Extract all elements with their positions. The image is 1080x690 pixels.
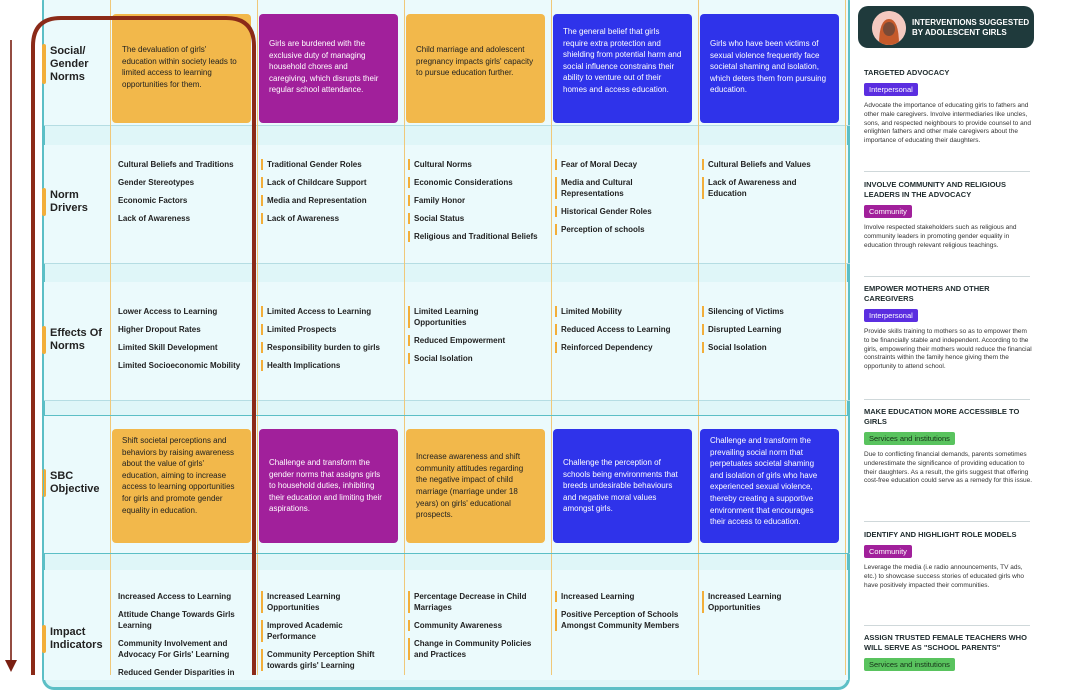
column-guide [551, 0, 552, 675]
list-item: Increased Learning Opportunities [702, 591, 812, 613]
intervention-accessible-education [864, 407, 1032, 486]
row-label-line: Impact [50, 626, 86, 638]
list-item: Lack of Awareness and Education [702, 177, 812, 199]
row-label-line: Effects Of [50, 327, 102, 339]
panel-divider [864, 171, 1030, 172]
list-item: Media and Representation [261, 195, 399, 206]
intervention-empower-mothers [864, 284, 1032, 372]
list-item: Lack of Awareness [261, 213, 399, 224]
panel-title: INTERVENTIONS SUGGESTED BY ADOLESCENT GIRLS [912, 18, 1030, 37]
list-item: Community Perception Shift towards girls' Learning [261, 649, 391, 671]
list-item: Community Involvement and Advocacy For Girls' Learning [118, 639, 230, 659]
intervention-targeted-advocacy [864, 68, 1032, 146]
objective-card-col3 [406, 429, 545, 543]
drivers-list-col3 [408, 159, 548, 249]
list-item: Fear of Moral Decay [555, 159, 683, 170]
effects-list-col2 [261, 306, 399, 378]
list-item: Social Isolation [408, 353, 508, 364]
objective-text: Challenge and transform the prevailing social norm that perpetuates societal shaming and isolation of girls who have experienced sexual violence, thereby creating a supportive environment that encourages their access to education. [710, 436, 818, 527]
intervention-female-teachers [864, 633, 1032, 677]
norm-card-household-chores [259, 14, 398, 123]
list-item: Health Implications [261, 360, 399, 371]
list-item: Media and Cultural Representations [555, 177, 683, 199]
objective-card-col4 [553, 429, 692, 543]
panel-divider [864, 399, 1030, 400]
interventions-panel [854, 0, 1080, 675]
row-label-line: Objective [50, 483, 100, 495]
list-item: Silencing of Victims [702, 306, 840, 317]
column-highlight-outline [33, 18, 254, 675]
intervention-role-models [864, 530, 1032, 590]
objective-text: Challenge the perception of schools being environments that breeds undesirable behaviours and negative moral values amongst girls. [563, 458, 678, 514]
avatar-graphic [872, 11, 906, 45]
list-item: Limited Mobility [555, 306, 693, 317]
indicators-list-col2 [261, 591, 391, 678]
drivers-list-col2 [261, 159, 399, 231]
panel-divider [864, 521, 1030, 522]
objective-card-col2 [259, 429, 398, 543]
list-item: Limited Prospects [261, 324, 399, 335]
norm-card-child-marriage [406, 14, 545, 123]
indicators-list-col4 [555, 591, 693, 638]
panel-header [858, 6, 1034, 48]
list-item: Religious and Traditional Beliefs [408, 231, 548, 242]
list-item: Disrupted Learning [702, 324, 840, 335]
level-tag: Community [864, 205, 912, 218]
list-item: Positive Perception of Schools Amongst Community Members [555, 609, 693, 631]
intervention-title: IDENTIFY AND HIGHLIGHT ROLE MODELS [864, 530, 1017, 539]
list-item: Improved Academic Performance [261, 620, 391, 642]
row-label-line: Norms [50, 340, 85, 352]
list-item: Lower Access to Learning [118, 307, 218, 316]
effects-list-col4 [555, 306, 693, 360]
intervention-title: ASSIGN TRUSTED FEMALE TEACHERS WHO WILL SERVE AS "SCHOOL PARENTS" [864, 633, 1027, 652]
row-label-line: Indicators [50, 639, 103, 651]
indicators-list-col5 [702, 591, 812, 620]
column-guide [845, 0, 846, 675]
drivers-list-col5 [702, 159, 812, 206]
list-item: Cultural Beliefs and Traditions [118, 160, 234, 169]
row-label-line: Social/ [50, 44, 86, 57]
intervention-desc: Advocate the importance of educating girls to fathers and other male caregivers. Involve intermediaries like uncles, sons, and respected neighbours to provide counsel to and enlighten fathers and other male caregivers about the importance of educating their daughters. [864, 102, 1031, 145]
level-tag: Services and institutions [864, 432, 955, 445]
intervention-desc: Due to conflicting financial demands, parents sometimes underestimate the significance of providing education to their daughters. As a result, the girls suggest that offering cost-free education could serve as a remedy for this issue. [864, 451, 1032, 485]
panel-divider [864, 276, 1030, 277]
norm-text: Girls who have been victims of sexual violence frequently face societal shaming and isolation, which deters them from pursuing education. [710, 39, 827, 95]
list-item: Increased Access to Learning [118, 592, 232, 601]
list-item: Reduced Access to Learning [555, 324, 693, 335]
level-tag: Community [864, 545, 912, 558]
list-item: Reduced Empowerment [408, 335, 508, 346]
norm-text: Girls are burdened with the exclusive duty of managing household chores and caregiving, which disrupts their regular school attendance. [269, 39, 379, 95]
list-item: Perception of schools [555, 224, 683, 235]
list-item: Responsibility burden to girls [261, 342, 399, 353]
row-label-line: Norms [50, 70, 85, 83]
list-item: Lack of Childcare Support [261, 177, 399, 188]
intervention-title: EMPOWER MOTHERS AND OTHER CAREGIVERS [864, 284, 990, 303]
list-item: Reinforced Dependency [555, 342, 693, 353]
side-arrow-head [5, 660, 17, 672]
list-item: Increased Learning [555, 591, 693, 602]
list-item: Lack of Awareness [118, 214, 191, 223]
row-label-line: SBC [50, 470, 74, 482]
column-guide [404, 0, 405, 675]
level-tag: Services and institutions [864, 658, 955, 671]
row-label-line: Gender [50, 57, 89, 70]
list-item: Economic Considerations [408, 177, 548, 188]
effects-list-col3 [408, 306, 508, 371]
objective-text: Challenge and transform the gender norms that assigns girls to household duties, inhibiting their education and limiting their aspirations. [269, 458, 382, 514]
list-item: Social Status [408, 213, 548, 224]
list-item: Historical Gender Roles [555, 206, 683, 217]
list-item: Economic Factors [118, 196, 188, 205]
intervention-desc: Provide skills training to mothers so as to empower them to be financially stable and independent. According to the girls, empowering their mothers would reduce the financial constraints within the family hence giving them the opportunity to attend school. [864, 328, 1032, 371]
list-item: Higher Dropout Rates [118, 325, 201, 334]
effects-list-col5 [702, 306, 840, 360]
list-item: Limited Skill Development [118, 343, 218, 352]
list-item: Limited Access to Learning [261, 306, 399, 317]
column-guide [698, 0, 699, 675]
norm-text: The general belief that girls require extra protection and shielding from potential harm and social influence constrains their ability to venture out of their homes and access education. [563, 27, 682, 94]
norm-card-protection [553, 14, 692, 123]
intervention-desc: Involve respected stakeholders such as religious and community leaders in promoting gender equality in education through relevant religious teachings. [864, 224, 1017, 249]
row-label-line: Norm [50, 189, 79, 201]
list-item: Attitude Change Towards Girls Learning [118, 610, 235, 630]
list-item: Cultural Norms [408, 159, 548, 170]
list-item: Percentage Decrease in Child Marriages [408, 591, 544, 613]
indicators-list-col3 [408, 591, 544, 667]
panel-divider [864, 625, 1030, 626]
list-item: Family Honor [408, 195, 548, 206]
flow-arrow [0, 0, 270, 675]
list-item: Cultural Beliefs and Values [702, 159, 812, 170]
intervention-title: INVOLVE COMMUNITY AND RELIGIOUS LEADERS IN THE ADVOCACY [864, 180, 1006, 199]
objective-card-col5 [700, 429, 839, 543]
level-tag: Interpersonal [864, 309, 918, 322]
drivers-list-col4 [555, 159, 683, 242]
list-item: Social Isolation [702, 342, 840, 353]
list-item: Increased Learning Opportunities [261, 591, 391, 613]
girl-avatar-icon [872, 11, 906, 45]
list-item: Reduced Gender Disparities in [118, 668, 235, 677]
list-item: Traditional Gender Roles [261, 159, 399, 170]
list-item: Gender Stereotypes [118, 178, 195, 187]
intervention-title: MAKE EDUCATION MORE ACCESSIBLE TO GIRLS [864, 407, 1020, 426]
list-item: Community Awareness [408, 620, 544, 631]
list-item: Limited Learning Opportunities [408, 306, 508, 328]
level-tag: Interpersonal [864, 83, 918, 96]
norm-text: Child marriage and adolescent pregnancy impacts girls' capacity to pursue education further. [416, 45, 534, 78]
norm-card-sexual-violence [700, 14, 839, 123]
list-item: Change in Community Policies and Practices [408, 638, 544, 660]
row-label-line: Drivers [50, 202, 88, 214]
intervention-desc: Leverage the media (i.e radio announcements, TV ads, etc.) to showcase success stories of educated girls who have positively impacted their communities. [864, 564, 1025, 589]
norm-text: The devaluation of girls' education within society leads to limited access to learning opportunities for them. [122, 45, 237, 89]
objective-text: Shift societal perceptions and behaviors by raising awareness about the value of girls' education, aiming to increase access to learning opportunities for girls and promote gender equality in education. [122, 436, 235, 515]
objective-text: Increase awareness and shift community attitudes regarding the negative impact of child marriage (marriage under 18 years) on girls' educational prospects. [416, 452, 524, 520]
intervention-community-leaders [864, 180, 1032, 250]
intervention-title: TARGETED ADVOCACY [864, 68, 950, 77]
list-item: Limited Socioeconomic Mobility [118, 361, 241, 370]
